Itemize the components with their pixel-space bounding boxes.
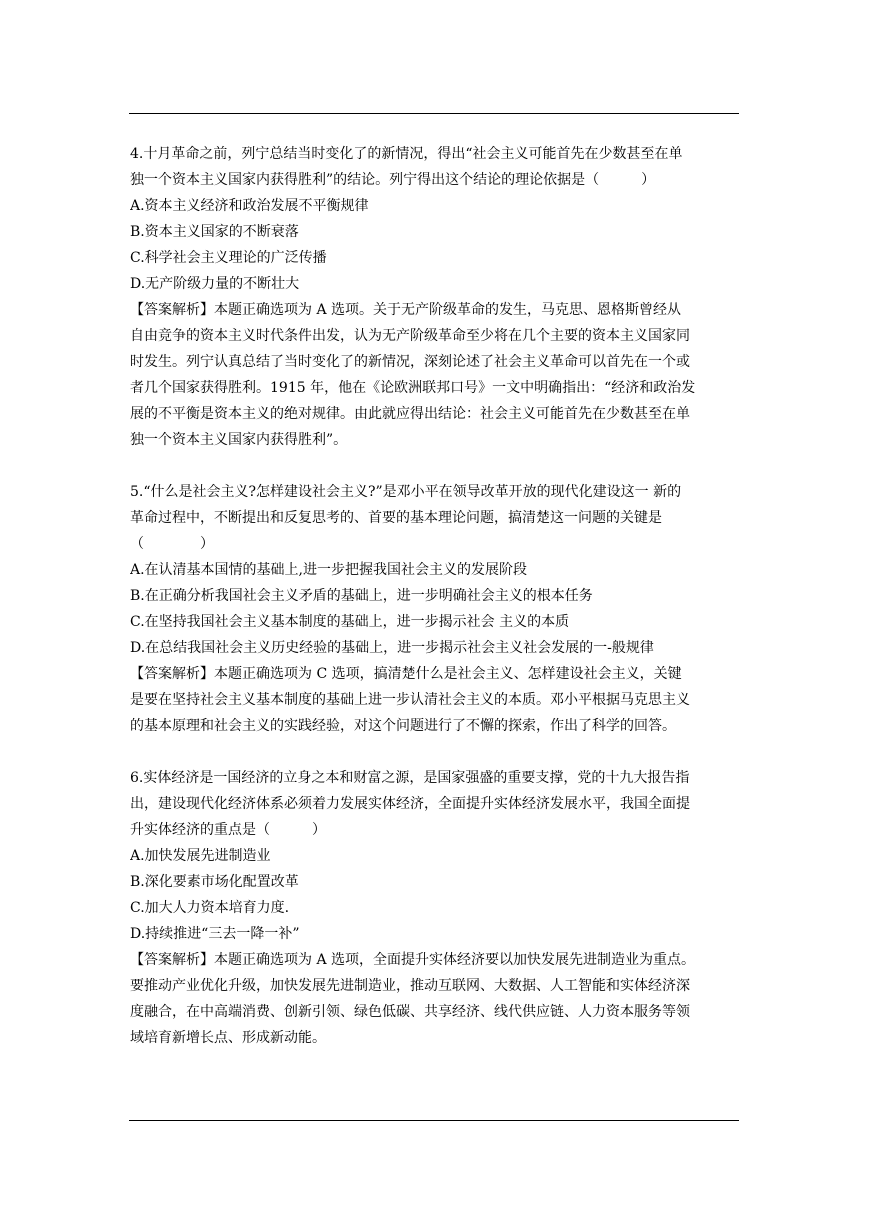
question-stem: 出，建设现代化经济体系必须着力发展实体经济，全面提升实体经济发展水平，我国全面提 xyxy=(130,796,690,812)
question-stem: 独一个资本主义国家内获得胜利”的结论。列宁得出这个结论的理论依据是（ ） xyxy=(130,172,656,188)
question-stem: 升实体经济的重点是（ ） xyxy=(130,822,326,838)
option-d: D.在总结我国社会主义历史经验的基础上，进一步揭示社会主义社会发展的一-般规律 xyxy=(130,640,654,656)
option-a: A.资本主义经济和政治发展不平衡规律 xyxy=(130,198,369,214)
answer-analysis xyxy=(130,661,740,739)
analysis-line: 【答案解析】本题正确选项为 A 选项。关于无产阶级革命的发生，马克思、恩格斯曾经从 xyxy=(130,302,682,318)
footer-rule xyxy=(129,1120,739,1121)
option-b: B.在正确分析我国社会主义矛盾的基础上，进一步明确社会主义的根本任务 xyxy=(130,588,593,604)
option-d: D.持续推进“三去一降一补” xyxy=(130,926,300,942)
analysis-line: 要推动产业优化升级，加快发展先进制造业，推动互联网、大数据、人工智能和实体经济深 xyxy=(130,978,690,994)
document-body xyxy=(130,141,740,1077)
analysis-line: 展的不平衡是资本主义的绝对规律。由此就应得出结论：社会主义可能首先在少数甚至在单 xyxy=(130,406,690,422)
question-5 xyxy=(130,479,740,739)
analysis-line: 自由竞争的资本主义时代条件出发，认为无产阶级革命至少将在几个主要的资本主义国家同 xyxy=(130,328,690,344)
option-c: C.科学社会主义理论的广泛传播 xyxy=(130,250,327,266)
option-b: B.资本主义国家的不断衰落 xyxy=(130,224,299,240)
option-c: C.加大人力资本培育力度. xyxy=(130,900,290,916)
analysis-line: 【答案解析】本题正确选项为 A 选项，全面提升实体经济要以加快发展先进制造业为重点。 xyxy=(130,952,696,968)
option-a: A.在认清基本国情的基础上,进一步把握我国社会主义的发展阶段 xyxy=(130,562,528,578)
question-stem: 革命过程中，不断提出和反复思考的、首要的基本理论问题，搞清楚这一问题的关键是 xyxy=(130,510,662,526)
analysis-line: 【答案解析】本题正确选项为 C 选项，搞清楚什么是社会主义、怎样建设社会主义，关键 xyxy=(130,666,682,682)
answer-analysis xyxy=(130,947,740,1051)
question-stem: 5.“什么是社会主义?怎样建设社会主义?”是邓小平在领导改革开放的现代化建设这一 新的 xyxy=(130,484,682,500)
option-d: D.无产阶级力量的不断壮大 xyxy=(130,276,300,292)
analysis-line: 域培育新增长点、形成新动能。 xyxy=(130,1030,326,1046)
analysis-line: 者几个国家获得胜利。1915 年，他在《论欧洲联邦口号》一文中明确指出：“经济和政治发 xyxy=(130,380,696,396)
header-rule xyxy=(129,113,739,114)
question-stem: （ ） xyxy=(130,536,214,552)
analysis-line: 是要在坚持社会主义基本制度的基础上进一步认清社会主义的本质。邓小平根据马克思主义 xyxy=(130,692,690,708)
analysis-line: 时发生。列宁认真总结了当时变化了的新情况，深刻论述了社会主义革命可以首先在一个或 xyxy=(130,354,690,370)
question-6 xyxy=(130,765,740,1051)
question-stem: 4.十月革命之前，列宁总结当时变化了的新情况，得出“社会主义可能首先在少数甚至在单 xyxy=(130,146,683,162)
analysis-line: 的基本原理和社会主义的实践经验，对这个问题进行了不懈的探索，作出了科学的回答。 xyxy=(130,718,676,734)
question-stem: 6.实体经济是一国经济的立身之本和财富之源，是国家强盛的重要支撑，党的十九大报告指 xyxy=(130,770,690,786)
analysis-line: 度融合，在中高端消费、创新引领、绿色低碳、共享经济、线代供应链、人力资本服务等领 xyxy=(130,1004,690,1020)
analysis-line: 独一个资本主义国家内获得胜利”。 xyxy=(130,432,348,448)
option-a: A.加快发展先进制造业 xyxy=(130,848,271,864)
answer-analysis xyxy=(130,297,740,453)
option-b: B.深化要素市场化配置改革 xyxy=(130,874,299,890)
question-4 xyxy=(130,141,740,453)
option-c: C.在坚持我国社会主义基本制度的基础上，进一步揭示社会 主义的本质 xyxy=(130,614,570,630)
